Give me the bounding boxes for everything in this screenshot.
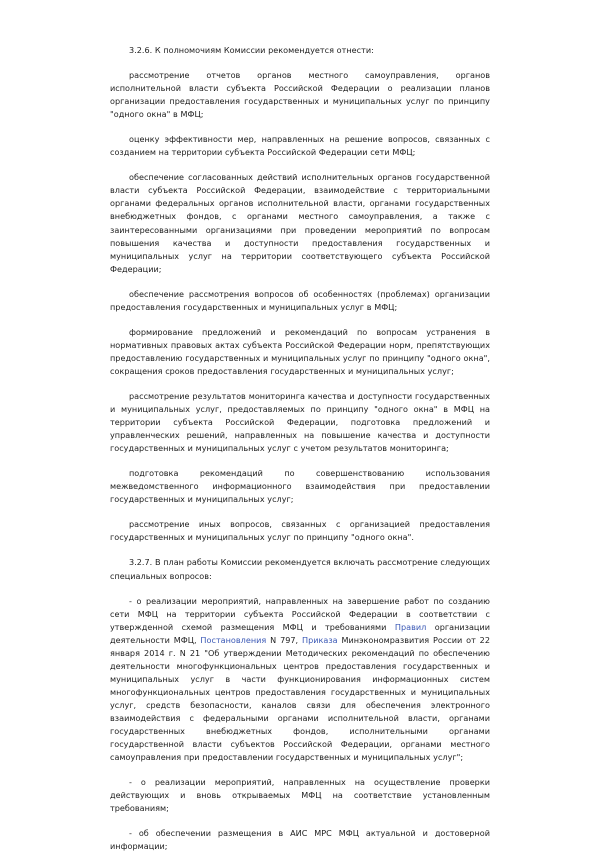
document-text-body (110, 44, 490, 853)
link-prikaza[interactable]: Приказа (301, 634, 338, 645)
clause-effectiveness-assessment: оценку эффективности мер, направленных на решение вопросов, связанных с созданием на территории субъекта Российской Федерации сети МФЦ; (110, 134, 490, 158)
clause-coordinated-actions: обеспечение согласованных действий исполнительных органов государственной власти субъекта Российской Федерации, взаимодействие с территориальными органами федеральных органов исполнительной власти, органами государственных внебюджетных фондов, с органами местного самоуправления, а также с заинтересованными организациями при проведении мероприятий по вопросам повышения качества и доступности предоставления государственных и муниципальных услуг на территории соответствующего субъекта Российской Федерации; (110, 172, 490, 274)
clause-proposals-formation: формирование предложений и рекомендаций по вопросам устранения в нормативных правовых актах субъекта Российской Федерации норм, препятствующих предоставлению государственных и муниципальных услуг по принципу "одного окна", сокращения сроков предоставления государственных и муниципальных услуг; (110, 326, 490, 376)
clause-interagency-recommendations: подготовка рекомендаций по совершенствованию использования межведомственного информационного взаимодействия при предоставлении государственных и муниципальных услуг; (110, 468, 490, 505)
clause-3-2-7: 3.2.7. В план работы Комиссии рекомендуется включать рассмотрение следующих специальных вопросов: (110, 557, 490, 581)
clause-review-reports: рассмотрение отчетов органов местного самоуправления, органов исполнительной власти субъекта Российской Федерации о реализации планов организации предоставления государственных и муниципальных услуг по принципу "одного окна" в МФЦ; (110, 70, 490, 120)
clause-ais-mrs-information: - об обеспечении размещения в АИС МРС МФЦ актуальной и достоверной информации; (110, 828, 490, 852)
clause-inspection-measures: - о реализации мероприятий, направленных на осуществление проверки действующих и вновь открываемых МФЦ на соответствие установленным требованиям; (110, 777, 490, 814)
link-pravil[interactable]: Правил (394, 621, 427, 632)
clause-3-2-6: 3.2.6. К полномочиям Комиссии рекомендуется отнести: (129, 45, 374, 55)
clause-problem-review: обеспечение рассмотрения вопросов об особенностях (проблемах) организации предоставления государственных и муниципальных услуг в МФЦ; (110, 288, 490, 312)
clause-monitoring-results: рассмотрение результатов мониторинга качества и доступности государственных и муниципальных услуг, предоставляемых по принципу "одного окна" в МФЦ на территории субъекта Российской Федерации, подготовка предложений и управленческих решений, направленных на повышение качества и доступности государственных и муниципальных услуг с учетом результатов мониторинга; (110, 390, 490, 454)
clause-network-creation: - о реализации мероприятий, направленных на завершение работ по созданию сети МФЦ на территории субъекта Российской Федерации в соответствии с утвержденной схемой размещения МФЦ и требованиями Правил организации деятельности МФЦ, Постановления N 797, Приказа Минэкономразвития России от 22 января 2014 г. N 21 "Об утверждении Методических рекомендаций по обеспечению деятельности многофункциональных центров предоставления государственных и муниципальных услуг в части функционирования информационных систем многофункциональных центров предоставления государственных и муниципальных услуг, средств безопасности, каналов связи для обеспечения электронного взаимодействия с федеральными органами исполнительной власти, органами государственных внебюджетных фондов, исполнительными органами государственной власти субъектов Российской Федерации, органами местного самоуправления при предоставлении государственных и муниципальных услуг"; (110, 595, 490, 763)
link-postanovleniya[interactable]: Постановления (200, 634, 267, 645)
clause-other-issues: рассмотрение иных вопросов, связанных с организацией предоставления государственных и муниципальных услуг по принципу "одного окна". (110, 519, 490, 543)
